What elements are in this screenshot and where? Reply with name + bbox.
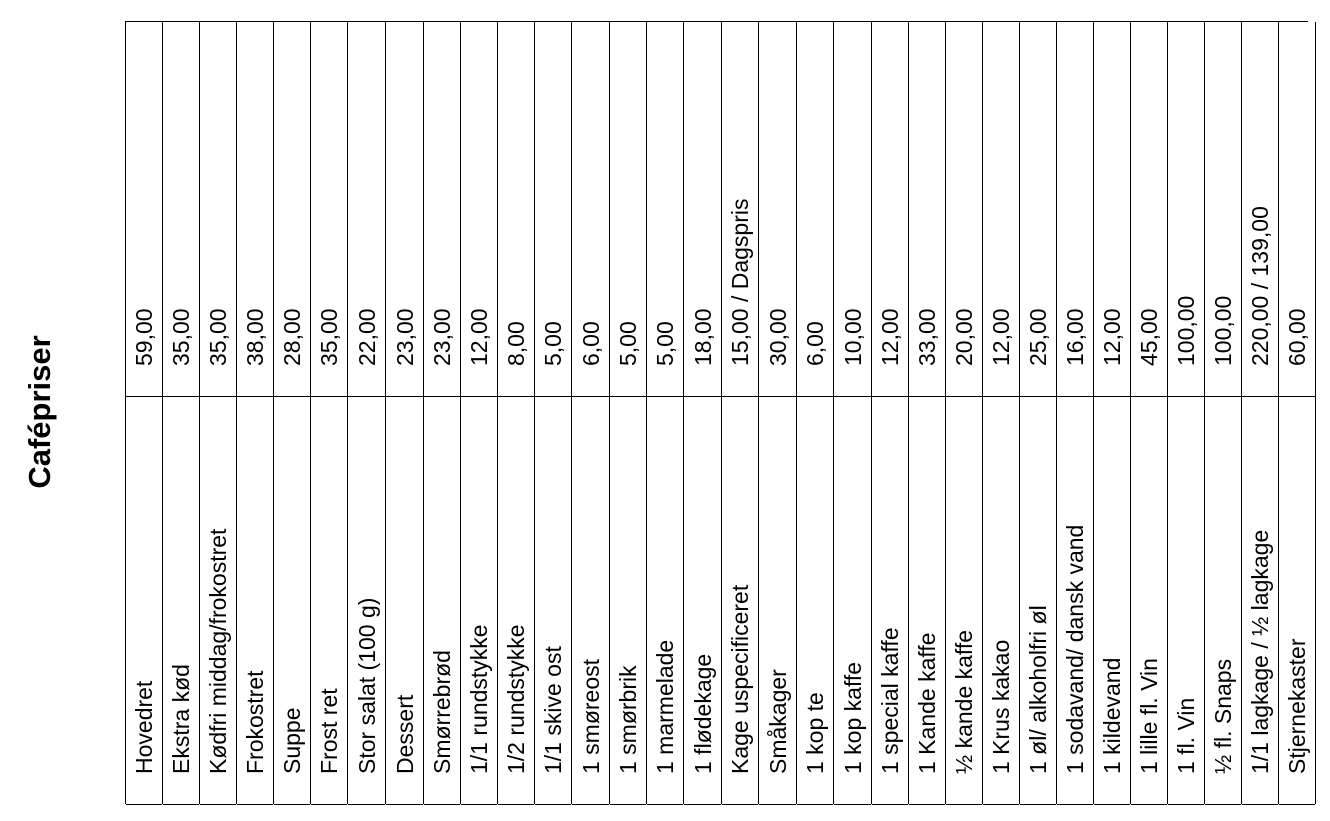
table-row bbox=[1205, 22, 1242, 804]
table-row bbox=[1242, 22, 1279, 804]
table-row bbox=[461, 22, 498, 804]
item-cell bbox=[498, 397, 534, 805]
item-cell bbox=[274, 397, 310, 805]
item-text: 1 Kande kaffe bbox=[914, 632, 940, 774]
item-text: 1 lille fl. Vin bbox=[1136, 658, 1162, 774]
price-text: 100,00 bbox=[1173, 295, 1199, 366]
item-cell bbox=[126, 397, 162, 805]
price-cell bbox=[1205, 22, 1241, 397]
table-row bbox=[126, 22, 163, 804]
price-cell bbox=[535, 22, 571, 397]
table-row bbox=[872, 22, 909, 804]
item-text: 1/1 rundstykke bbox=[466, 624, 492, 774]
table-row bbox=[759, 22, 797, 804]
table-row bbox=[311, 22, 348, 804]
table-row bbox=[535, 22, 572, 804]
price-text: 35,00 bbox=[168, 308, 194, 366]
table-row bbox=[348, 22, 386, 804]
price-cell bbox=[722, 22, 758, 397]
price-cell bbox=[834, 22, 871, 397]
item-cell bbox=[1205, 397, 1241, 805]
item-text: 1 øl/ alkoholfri øl bbox=[1025, 605, 1051, 774]
table-row bbox=[1279, 22, 1316, 804]
table-row bbox=[424, 22, 461, 804]
item-cell bbox=[983, 397, 1019, 805]
price-text: 59,00 bbox=[131, 308, 157, 366]
item-text: Suppe bbox=[279, 707, 305, 774]
item-text: Dessert bbox=[391, 694, 418, 774]
price-cell bbox=[498, 22, 534, 397]
price-text: 8,00 bbox=[503, 321, 529, 366]
table-row bbox=[1020, 22, 1057, 804]
item-cell bbox=[386, 397, 423, 805]
table-row bbox=[983, 22, 1020, 804]
price-text: 5,00 bbox=[540, 321, 566, 366]
price-cell bbox=[572, 22, 609, 397]
item-text: 1 fl. Vin bbox=[1173, 697, 1199, 774]
item-text: 1 smøreost bbox=[577, 658, 604, 774]
table-row bbox=[722, 22, 759, 804]
item-text: 1 kop te bbox=[802, 692, 828, 774]
price-text: 15,00 / Dagspris bbox=[727, 198, 753, 366]
item-text: Kødfri middag/frokostret bbox=[205, 528, 231, 774]
table-row bbox=[1057, 22, 1094, 804]
price-cell bbox=[1057, 22, 1093, 397]
table-row bbox=[834, 22, 872, 804]
item-text: Stor salat (100 g) bbox=[353, 597, 380, 774]
item-text: Småkager bbox=[764, 669, 791, 774]
price-text: 23,00 bbox=[391, 308, 418, 366]
item-cell bbox=[1168, 397, 1204, 805]
item-cell bbox=[163, 397, 199, 805]
item-cell bbox=[610, 397, 646, 805]
price-text: 100,00 bbox=[1210, 295, 1236, 366]
item-text: Frost ret bbox=[316, 688, 342, 774]
item-text: Stjernekaster bbox=[1284, 638, 1310, 774]
table-row bbox=[946, 22, 983, 804]
price-cell bbox=[424, 22, 460, 397]
price-cell bbox=[946, 22, 982, 397]
item-cell bbox=[1057, 397, 1093, 805]
price-text: 16,00 bbox=[1062, 308, 1088, 366]
price-text: 5,00 bbox=[652, 321, 678, 366]
price-text: 60,00 bbox=[1284, 308, 1310, 366]
price-cell bbox=[274, 22, 310, 397]
item-cell bbox=[759, 397, 796, 805]
item-cell bbox=[647, 397, 683, 805]
item-cell bbox=[797, 397, 833, 805]
price-text: 12,00 bbox=[988, 308, 1014, 366]
item-text: Smørrebrød bbox=[429, 650, 455, 774]
table-row bbox=[1168, 22, 1205, 804]
item-cell bbox=[572, 397, 609, 805]
table-row bbox=[498, 22, 535, 804]
item-cell bbox=[348, 397, 385, 805]
price-cell bbox=[163, 22, 199, 397]
item-cell bbox=[424, 397, 460, 805]
item-text: 1/2 rundstykke bbox=[503, 624, 529, 774]
table-row bbox=[1094, 22, 1131, 804]
price-text: 10,00 bbox=[839, 308, 866, 366]
price-text: 12,00 bbox=[877, 308, 903, 366]
price-text: 25,00 bbox=[1025, 308, 1051, 366]
table-row bbox=[684, 22, 722, 804]
price-cell bbox=[386, 22, 423, 397]
item-text: 1 marmelade bbox=[652, 639, 678, 774]
price-cell bbox=[126, 22, 162, 397]
table-row bbox=[909, 22, 946, 804]
item-cell bbox=[200, 397, 236, 805]
item-text: 1 kildevand bbox=[1099, 657, 1125, 774]
price-cell bbox=[1242, 22, 1278, 397]
item-cell bbox=[1242, 397, 1278, 805]
item-text: ½ kande kaffe bbox=[951, 629, 977, 774]
price-table bbox=[125, 21, 1308, 804]
price-cell bbox=[1131, 22, 1167, 397]
price-cell bbox=[1094, 22, 1130, 397]
price-cell bbox=[759, 22, 796, 397]
price-text: 5,00 bbox=[615, 321, 641, 366]
item-cell bbox=[1131, 397, 1167, 805]
price-text: 22,00 bbox=[353, 308, 380, 366]
price-text: 23,00 bbox=[429, 308, 455, 366]
price-text: 220,00 / 139,00 bbox=[1247, 206, 1273, 366]
price-cell bbox=[1279, 22, 1315, 397]
item-text: 1 kop kaffe bbox=[839, 661, 866, 774]
page-title: Cafépriser bbox=[22, 335, 57, 489]
price-text: 12,00 bbox=[466, 308, 492, 366]
item-text: 1 special kaffe bbox=[877, 627, 903, 774]
price-text: 38,00 bbox=[242, 308, 268, 366]
item-text: 1 smørbrik bbox=[615, 665, 641, 774]
table-row bbox=[237, 22, 274, 804]
table-row bbox=[647, 22, 684, 804]
item-cell bbox=[1279, 397, 1315, 805]
item-cell bbox=[684, 397, 721, 805]
item-cell bbox=[1020, 397, 1056, 805]
item-cell bbox=[311, 397, 347, 805]
price-text: 45,00 bbox=[1136, 308, 1162, 366]
price-cell bbox=[311, 22, 347, 397]
price-cell bbox=[647, 22, 683, 397]
price-text: 6,00 bbox=[577, 321, 604, 366]
item-cell bbox=[946, 397, 982, 805]
price-cell bbox=[610, 22, 646, 397]
price-cell bbox=[1020, 22, 1056, 397]
item-text: Ekstra kød bbox=[168, 664, 194, 774]
item-cell bbox=[872, 397, 908, 805]
item-cell bbox=[834, 397, 871, 805]
price-cell bbox=[909, 22, 945, 397]
price-text: 20,00 bbox=[951, 308, 977, 366]
price-cell bbox=[200, 22, 236, 397]
table-row bbox=[274, 22, 311, 804]
price-text: 6,00 bbox=[802, 321, 828, 366]
price-text: 35,00 bbox=[205, 308, 231, 366]
price-text: 18,00 bbox=[689, 308, 716, 366]
item-text: Kage uspecificeret bbox=[727, 584, 753, 774]
price-cell bbox=[348, 22, 385, 397]
price-cell bbox=[1168, 22, 1204, 397]
price-text: 30,00 bbox=[764, 308, 791, 366]
item-cell bbox=[535, 397, 571, 805]
item-cell bbox=[722, 397, 758, 805]
table-row bbox=[200, 22, 237, 804]
table-row bbox=[797, 22, 834, 804]
table-row bbox=[610, 22, 647, 804]
table-row bbox=[386, 22, 424, 804]
price-text: 35,00 bbox=[316, 308, 342, 366]
item-text: Hovedret bbox=[131, 680, 157, 774]
item-cell bbox=[909, 397, 945, 805]
price-cell bbox=[684, 22, 721, 397]
item-text: 1 flødekage bbox=[689, 653, 716, 774]
price-cell bbox=[461, 22, 497, 397]
item-text: 1 sodavand/ dansk vand bbox=[1062, 524, 1088, 774]
price-text: 28,00 bbox=[279, 308, 305, 366]
table-row bbox=[572, 22, 610, 804]
price-cell bbox=[797, 22, 833, 397]
item-cell bbox=[1094, 397, 1130, 805]
item-text: 1/1 lagkage / ½ lagkage bbox=[1247, 529, 1273, 774]
item-text: 1/1 skive ost bbox=[540, 646, 566, 774]
price-cell bbox=[237, 22, 273, 397]
item-text: ½ fl. Snaps bbox=[1210, 658, 1236, 774]
item-cell bbox=[461, 397, 497, 805]
price-cell bbox=[872, 22, 908, 397]
price-cell bbox=[983, 22, 1019, 397]
price-text: 12,00 bbox=[1099, 308, 1125, 366]
item-text: Frokostret bbox=[242, 670, 268, 774]
table-row bbox=[163, 22, 200, 804]
item-cell bbox=[237, 397, 273, 805]
price-text: 33,00 bbox=[914, 308, 940, 366]
table-row bbox=[1131, 22, 1168, 804]
item-text: 1 Krus kakao bbox=[988, 639, 1014, 774]
